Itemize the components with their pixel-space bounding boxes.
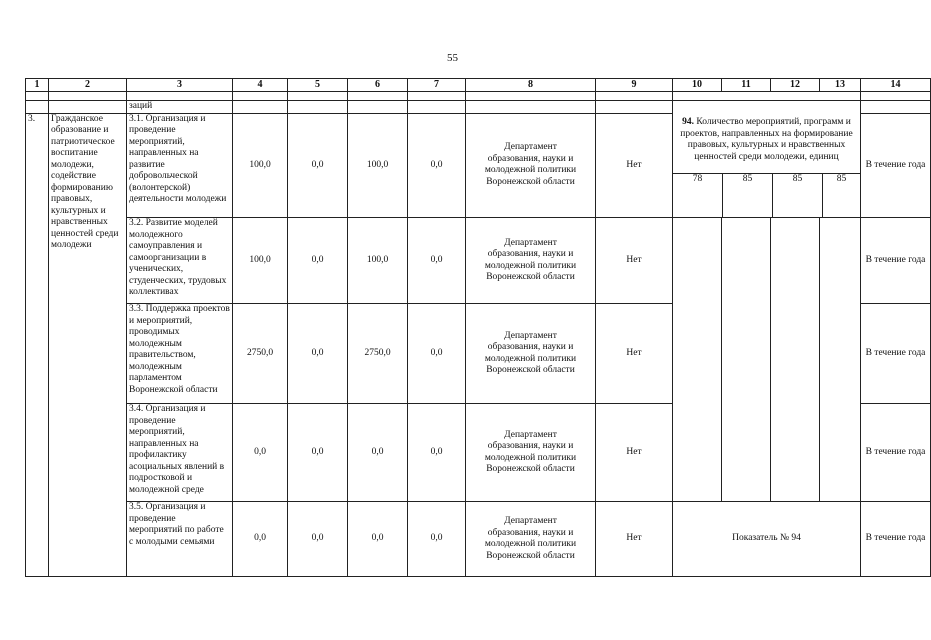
cell-value: 2750,0 [348,304,408,404]
col-header: 7 [408,79,466,92]
section-number: 3. [26,113,49,577]
cell-value: 100,0 [233,218,288,304]
col-header: 12 [771,79,820,92]
cell-value: 0,0 [408,304,466,404]
col-header: 1 [26,79,49,92]
indicator-value: 85 [773,174,823,217]
page-number: 55 [447,52,458,64]
cell-value: 0,0 [348,404,408,502]
cell-value: 0,0 [288,113,348,218]
term: В течение года [861,404,931,502]
cell-value: Нет [596,113,673,218]
term: В течение года [861,304,931,404]
cell-value: Нет [596,304,673,404]
executor: Департамент образования, науки и молодежной политики Воронежской области [466,304,596,404]
continued-text: заций [127,101,233,114]
executor: Департамент образования, науки и молодежной политики Воронежской области [466,404,596,502]
cell-value: 0,0 [408,113,466,218]
spacer-row [26,92,931,101]
indicator-reference: Показатель № 94 [673,502,861,577]
executor: Департамент образования, науки и молодежной политики Воронежской области [466,218,596,304]
executor: Департамент образования, науки и молодежной политики Воронежской области [466,502,596,577]
cell-value: Нет [596,404,673,502]
col-header: 3 [127,79,233,92]
indicator-block [673,113,861,218]
cell-value: 0,0 [233,404,288,502]
cell-value: 0,0 [348,502,408,577]
cell-value: 0,0 [288,218,348,304]
col-header: 6 [348,79,408,92]
table-row [26,218,931,304]
table-row [26,113,931,218]
activity-name: 3.2. Развитие моделей молодежного самоуправления и самоорганизации в ученических, студенческих, трудовых коллективах [127,218,233,304]
col-header: 5 [288,79,348,92]
indicator-value: 85 [836,174,847,184]
cell-value: 100,0 [348,218,408,304]
cell-value: 2750,0 [233,304,288,404]
cell-value: Нет [596,218,673,304]
program-table [25,78,931,577]
cell-value: 0,0 [233,502,288,577]
col-header: 8 [466,79,596,92]
col-header: 14 [861,79,931,92]
col-header: 4 [233,79,288,92]
table-row [26,502,931,577]
col-header: 11 [722,79,771,92]
cell-value: 0,0 [288,502,348,577]
cell-value: Нет [596,502,673,577]
executor: Департамент образования, науки и молодежной политики Воронежской области [466,113,596,218]
activity-name: 3.4. Организация и проведение мероприятий, направленных на профилактику асоциальных явлений в подростковой и молодежной среде [127,404,233,502]
cell-value: 0,0 [288,304,348,404]
cell-value: 100,0 [233,113,288,218]
col-header: 10 [673,79,722,92]
col-header: 9 [596,79,673,92]
cell-value: 0,0 [288,404,348,502]
section-title: Гражданское образование и патриотическое воспитание молодежи, содействие формированию правовых, культурных и нравственных ценностей среди молодежи [49,113,127,577]
indicator-value: 85 [723,174,773,217]
column-number-row [26,79,931,92]
cell-value: 0,0 [408,404,466,502]
continuation-row [26,101,931,114]
indicator-title: 94. Количество мероприятий, программ и проектов, направленных на формирование правовых, культурных и нравственных ценностей среди молодежи, единиц [680,117,853,162]
activity-name: 3.1. Организация и проведение мероприятий, направленных на развитие добровольческой (волонтерской) деятельности молодежи [127,113,233,218]
term: В течение года [861,113,931,218]
col-header: 13 [820,79,861,92]
cell-value: 100,0 [348,113,408,218]
term: В течение года [861,502,931,577]
indicator-value: 78 [673,174,723,217]
cell-value: 0,0 [408,502,466,577]
col-header: 2 [49,79,127,92]
cell-value: 0,0 [408,218,466,304]
activity-name: 3.3. Поддержка проектов и мероприятий, проводимых молодежным правительством, молодежным парламентом Воронежской области [127,304,233,404]
term: В течение года [861,218,931,304]
activity-name: 3.5. Организация и проведение мероприятий по работе с молодыми семьями [127,502,233,577]
